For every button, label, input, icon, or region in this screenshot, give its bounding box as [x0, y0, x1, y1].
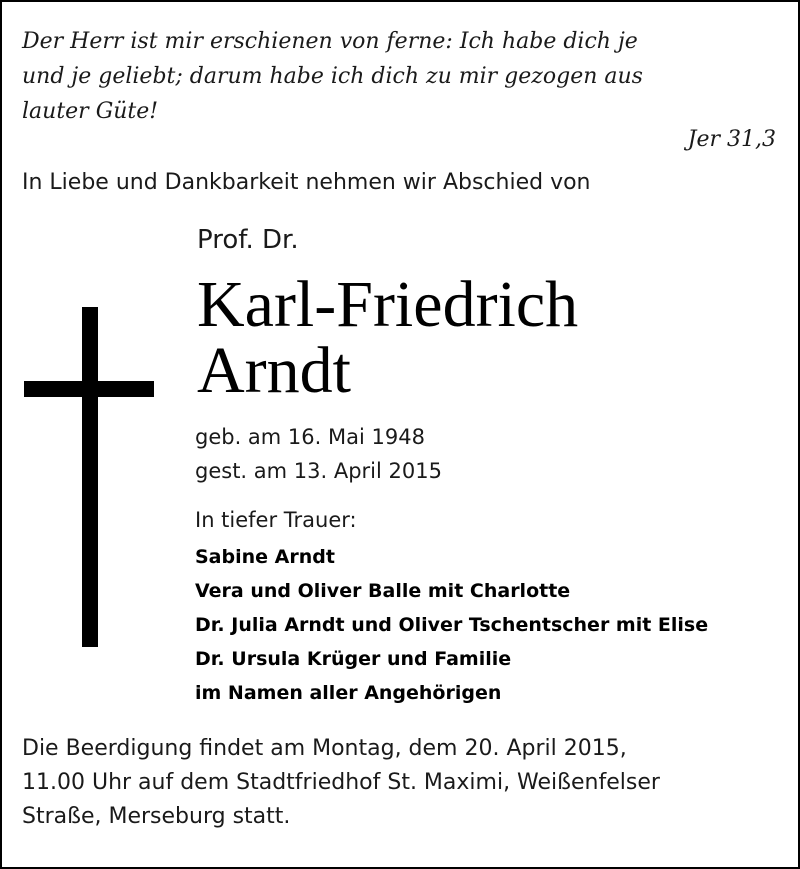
cross-horizontal-bar [24, 381, 154, 397]
funeral-line: Straße, Merseburg statt. [22, 804, 291, 829]
verse-line: Der Herr ist mir erschienen von ferne: Ich habe dich je [22, 29, 638, 54]
mourner-name: im Namen aller Angehörigen [195, 682, 502, 704]
intro-text: In Liebe und Dankbarkeit nehmen wir Abschied von [22, 170, 591, 195]
mourner-name: Dr. Ursula Krüger und Familie [195, 648, 512, 670]
death-date: gest. am 13. April 2015 [195, 459, 442, 483]
life-dates [195, 420, 442, 488]
mourner-name: Dr. Julia Arndt und Oliver Tschentscher mit Elise [195, 614, 709, 636]
cross-vertical-bar [82, 307, 98, 647]
verse-line: und je geliebt; darum habe ich dich zu mir gezogen aus [22, 64, 643, 89]
mourning-label: In tiefer Trauer: [195, 508, 357, 532]
first-names: Karl-Friedrich [197, 268, 579, 341]
birth-date: geb. am 16. Mai 1948 [195, 425, 425, 449]
mourners-list [195, 540, 708, 710]
funeral-line: 11.00 Uhr auf dem Stadtfriedhof St. Maximi, Weißenfelser [22, 770, 660, 795]
academic-title: Prof. Dr. [197, 225, 299, 255]
deceased-name [197, 268, 579, 407]
verse-line: lauter Güte! [22, 99, 159, 124]
funeral-line: Die Beerdigung findet am Montag, dem 20. April 2015, [22, 736, 627, 761]
mourner-name: Vera und Oliver Balle mit Charlotte [195, 580, 571, 602]
mourner-name: Sabine Arndt [195, 546, 335, 568]
funeral-details [22, 732, 782, 834]
surname: Arndt [197, 334, 351, 407]
verse-reference: Jer 31,3 [687, 127, 776, 152]
bible-verse [22, 24, 742, 129]
